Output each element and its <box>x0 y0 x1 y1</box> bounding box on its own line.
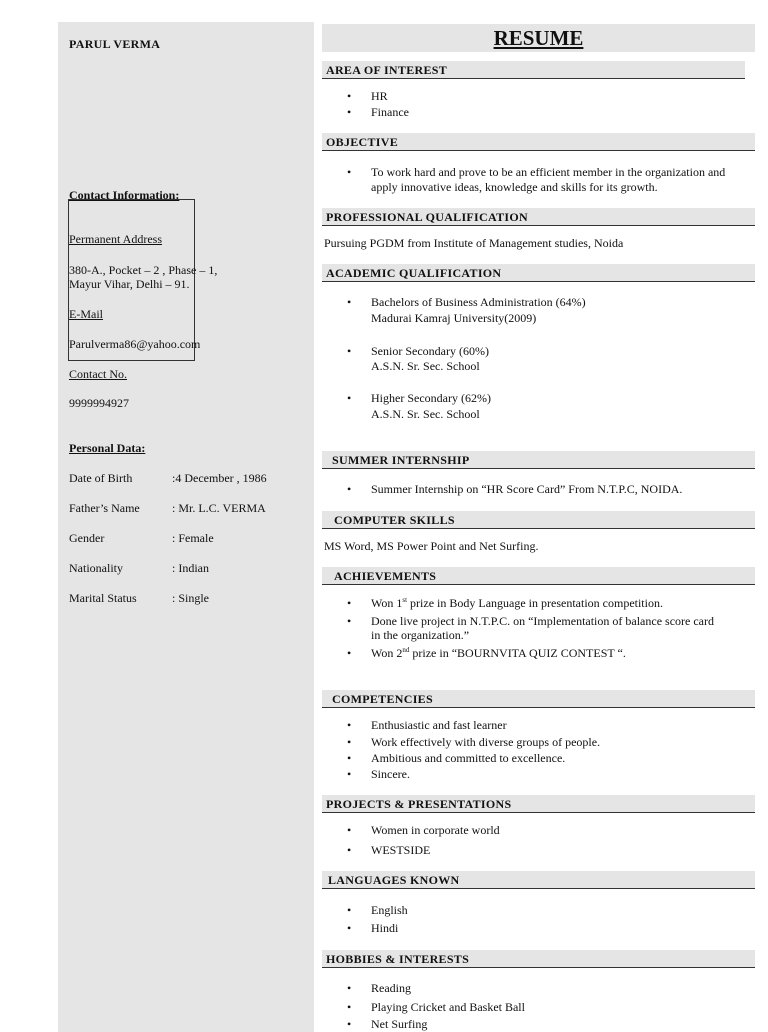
academic-degree: Bachelors of Business Administration (64%) <box>371 295 586 309</box>
project-item: WESTSIDE <box>371 843 431 857</box>
bullet: • <box>347 767 352 781</box>
bullet: • <box>347 614 352 628</box>
father-name-label: Father’s Name <box>69 501 140 515</box>
bullet: • <box>347 843 352 857</box>
address-line-2: Mayur Vihar, Delhi – 91. <box>69 277 190 291</box>
address-line-1: 380-A., Pocket – 2 , Phase – 1, <box>69 263 218 277</box>
bullet: • <box>347 89 352 103</box>
achievement-item: Done live project in N.T.P.C. on “Implementation of balance score card <box>371 614 714 628</box>
bullet: • <box>347 344 352 358</box>
hobby-item: Net Surfing <box>371 1017 428 1031</box>
bullet: • <box>347 105 352 119</box>
personal-data-heading: Personal Data: <box>69 441 146 455</box>
gender-value: : Female <box>172 531 214 545</box>
section-heading: ACADEMIC QUALIFICATION <box>326 266 502 280</box>
competency-item: Sincere. <box>371 767 410 781</box>
dob-value: :4 December , 1986 <box>172 471 267 485</box>
bullet: • <box>347 921 352 935</box>
section-professional-qualification <box>322 208 755 226</box>
resume-title-bar <box>322 24 755 52</box>
marital-status-value: : Single <box>172 591 210 605</box>
section-competencies <box>322 690 755 708</box>
academic-degree: Senior Secondary (60%) <box>371 344 489 358</box>
bullet: • <box>347 646 352 660</box>
language-item: Hindi <box>371 921 399 935</box>
academic-degree: Higher Secondary (62%) <box>371 391 491 405</box>
contact-heading: Contact Information: <box>69 188 180 202</box>
bullet: • <box>347 391 352 405</box>
candidate-name: PARUL VERMA <box>69 37 161 51</box>
competency-item: Ambitious and committed to excellence. <box>371 751 566 765</box>
bullet: • <box>347 823 352 837</box>
section-heading: PROFESSIONAL QUALIFICATION <box>326 210 528 224</box>
gender-label: Gender <box>69 531 105 545</box>
section-hobbies-interests <box>322 950 755 968</box>
bullet: • <box>347 981 352 995</box>
academic-institution: A.S.N. Sr. Sec. School <box>371 359 480 373</box>
competency-item: Work effectively with diverse groups of people. <box>371 735 601 749</box>
section-heading: OBJECTIVE <box>326 135 399 149</box>
bullet: • <box>347 718 352 732</box>
competency-item: Enthusiastic and fast learner <box>371 718 507 732</box>
marital-status-label: Marital Status <box>69 591 137 605</box>
section-summer-internship <box>322 451 755 469</box>
section-achievements <box>322 567 755 585</box>
section-heading: AREA OF INTEREST <box>326 63 448 77</box>
contact-no-value: 9999994927 <box>69 396 129 410</box>
bullet: • <box>347 735 352 749</box>
bullet: • <box>347 295 352 309</box>
email-value: Parulverma86@yahoo.com <box>69 337 201 351</box>
bullet: • <box>347 1017 352 1031</box>
hobby-item: Playing Cricket and Basket Ball <box>371 1000 525 1014</box>
section-heading: COMPETENCIES <box>332 692 433 706</box>
section-heading: ACHIEVEMENTS <box>334 569 437 583</box>
internship-item: Summer Internship on “HR Score Card” From N.T.P.C, NOIDA. <box>371 482 683 496</box>
section-academic-qualification <box>322 264 755 282</box>
achievement-item: Won 2nd prize in “BOURNVITA QUIZ CONTEST “. <box>371 646 626 660</box>
contact-no-label: Contact No. <box>69 367 127 381</box>
list-item: HR <box>371 89 388 103</box>
section-objective <box>322 133 755 151</box>
bullet: • <box>347 751 352 765</box>
achievement-item-continued: in the organization.” <box>371 628 470 642</box>
section-heading: HOBBIES & INTERESTS <box>326 952 470 966</box>
section-computer-skills <box>322 511 755 529</box>
bullet: • <box>347 903 352 917</box>
sidebar-panel <box>58 22 314 1032</box>
email-label: E-Mail <box>69 307 103 321</box>
bullet: • <box>347 596 352 610</box>
academic-institution: A.S.N. Sr. Sec. School <box>371 407 480 421</box>
objective-line-1: To work hard and prove to be an efficient member in the organization and <box>371 165 726 179</box>
hobby-item: Reading <box>371 981 411 995</box>
dob-label: Date of Birth <box>69 471 133 485</box>
section-area-of-interest <box>322 61 745 79</box>
project-item: Women in corporate world <box>371 823 500 837</box>
academic-institution: Madurai Kamraj University(2009) <box>371 311 537 325</box>
bullet: • <box>347 165 352 179</box>
language-item: English <box>371 903 408 917</box>
bullet: • <box>347 1000 352 1014</box>
list-item: Finance <box>371 105 409 119</box>
section-heading: SUMMER INTERNSHIP <box>332 453 470 467</box>
nationality-label: Nationality <box>69 561 123 575</box>
section-projects-presentations <box>322 795 755 813</box>
objective-line-2: apply innovative ideas, knowledge and skills for its growth. <box>371 180 658 194</box>
permanent-address-label: Permanent Address <box>69 232 162 246</box>
father-name-value: : Mr. L.C. VERMA <box>172 501 266 515</box>
section-languages-known <box>322 871 755 889</box>
resume-title: RESUME <box>493 26 584 50</box>
achievement-item: Won 1st prize in Body Language in presentation competition. <box>371 596 663 610</box>
section-heading: LANGUAGES KNOWN <box>328 873 460 887</box>
bullet: • <box>347 482 352 496</box>
section-heading: PROJECTS & PRESENTATIONS <box>326 797 512 811</box>
nationality-value: : Indian <box>172 561 209 575</box>
professional-text: Pursuing PGDM from Institute of Management studies, Noida <box>324 236 624 250</box>
section-heading: COMPUTER SKILLS <box>334 513 455 527</box>
computer-skills-text: MS Word, MS Power Point and Net Surfing. <box>324 539 539 553</box>
